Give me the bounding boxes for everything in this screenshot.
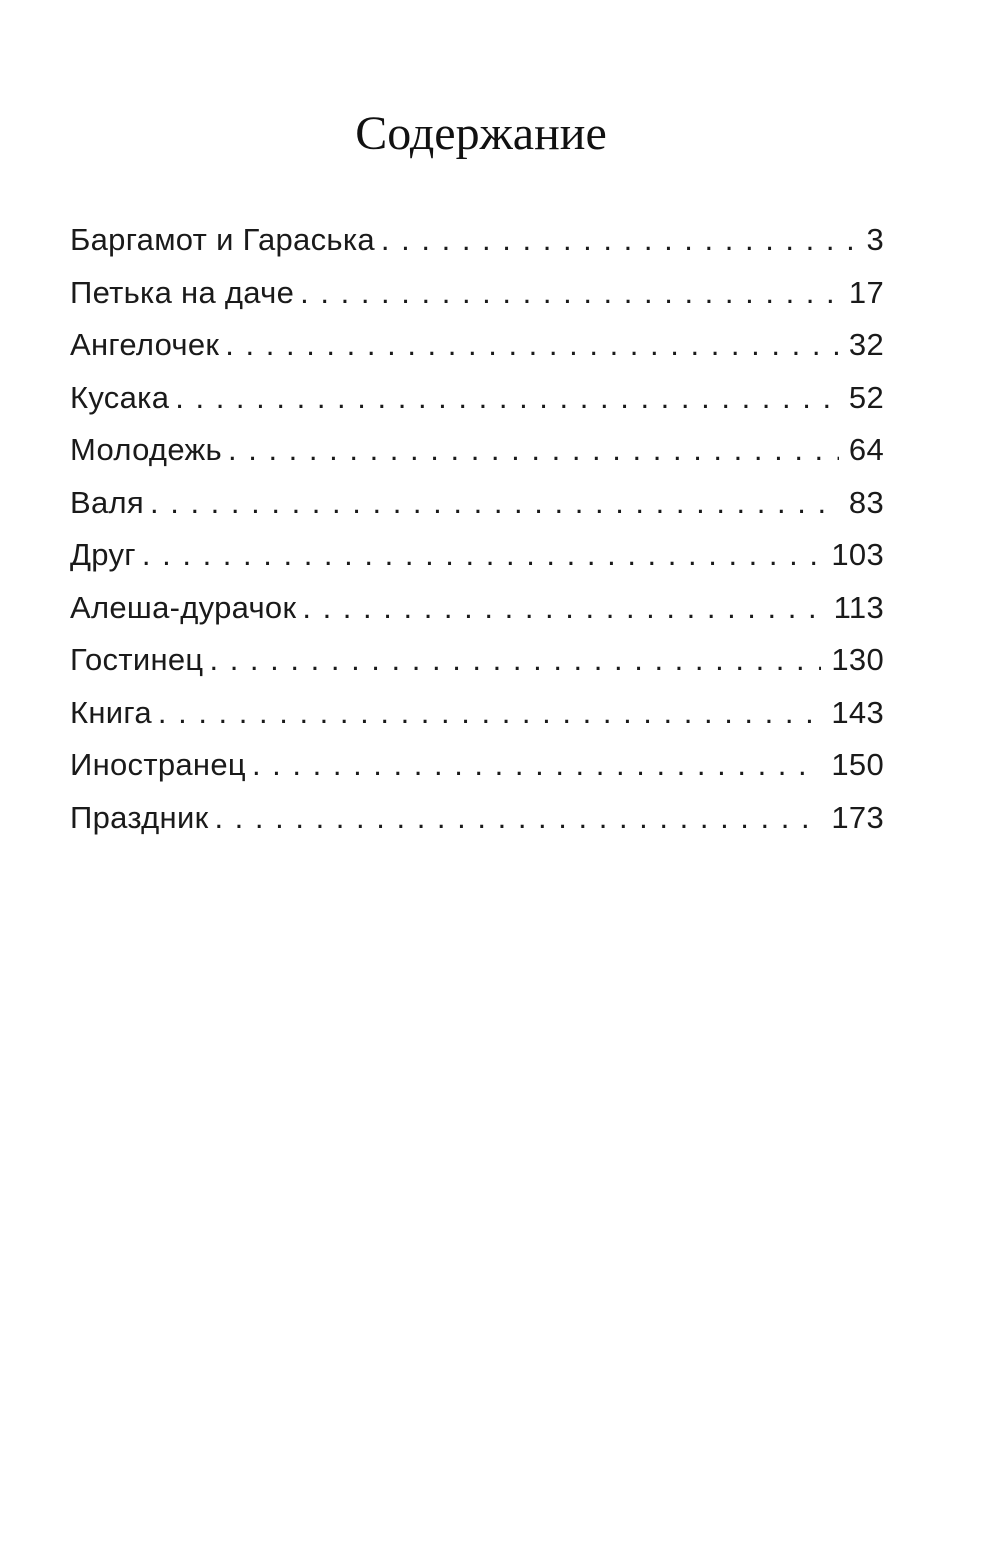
toc-entry[interactable] <box>70 424 884 477</box>
toc-entry-title: Ангелочек <box>70 327 220 362</box>
toc-entry-title: Петька на даче <box>70 274 295 310</box>
toc-entry[interactable] <box>70 529 884 582</box>
dot-leader <box>252 739 821 792</box>
dot-leader <box>158 687 822 740</box>
toc-entry[interactable] <box>70 267 884 320</box>
toc-entry-title: Праздник <box>70 799 209 835</box>
toc-page-number: 143 <box>831 694 884 730</box>
toc-entry-title: Книга <box>70 694 152 730</box>
dot-leader <box>302 582 823 635</box>
toc-entry-title: Гостинец <box>70 642 204 677</box>
dot-leader <box>142 529 821 582</box>
toc-entry-title: Друг <box>70 537 136 572</box>
page-title: Содержание <box>355 107 607 160</box>
toc-entry[interactable] <box>70 372 884 425</box>
toc-entry-title: Молодежь <box>70 432 222 467</box>
toc-page-number: 113 <box>833 589 884 625</box>
toc-entry-title: Баргамот и Гараська <box>70 222 375 257</box>
toc-page-number: 130 <box>831 642 884 677</box>
toc-page-number: 83 <box>848 484 884 520</box>
dot-leader <box>381 214 854 267</box>
toc-entry[interactable] <box>70 214 884 267</box>
toc-entry[interactable] <box>70 739 884 792</box>
toc-page-number: 52 <box>848 379 884 415</box>
toc-page-number: 32 <box>848 327 884 362</box>
toc-entry-title: Валя <box>70 484 144 520</box>
toc-entry-title: Иностранец <box>70 747 246 782</box>
toc-page-number: 173 <box>831 799 884 835</box>
dot-leader <box>228 424 839 477</box>
dot-leader <box>209 634 821 687</box>
table-of-contents <box>70 214 884 844</box>
toc-entry[interactable] <box>70 634 884 687</box>
toc-page-number: 103 <box>831 537 884 572</box>
toc-entry[interactable] <box>70 582 884 635</box>
dot-leader <box>214 792 821 845</box>
toc-entry[interactable] <box>70 792 884 845</box>
toc-page-number: 64 <box>848 432 884 467</box>
toc-entry[interactable] <box>70 477 884 530</box>
dot-leader <box>300 267 839 320</box>
toc-entry-title: Алеша-дурачок <box>70 589 297 625</box>
toc-entry[interactable] <box>70 319 884 372</box>
toc-page-number: 150 <box>831 747 884 782</box>
dot-leader <box>175 372 839 425</box>
toc-entry[interactable] <box>70 687 884 740</box>
toc-entry-title: Кусака <box>70 379 170 415</box>
toc-page-number: 3 <box>866 222 884 257</box>
dot-leader <box>150 477 839 530</box>
toc-page-number: 17 <box>848 274 884 310</box>
dot-leader <box>225 319 839 372</box>
